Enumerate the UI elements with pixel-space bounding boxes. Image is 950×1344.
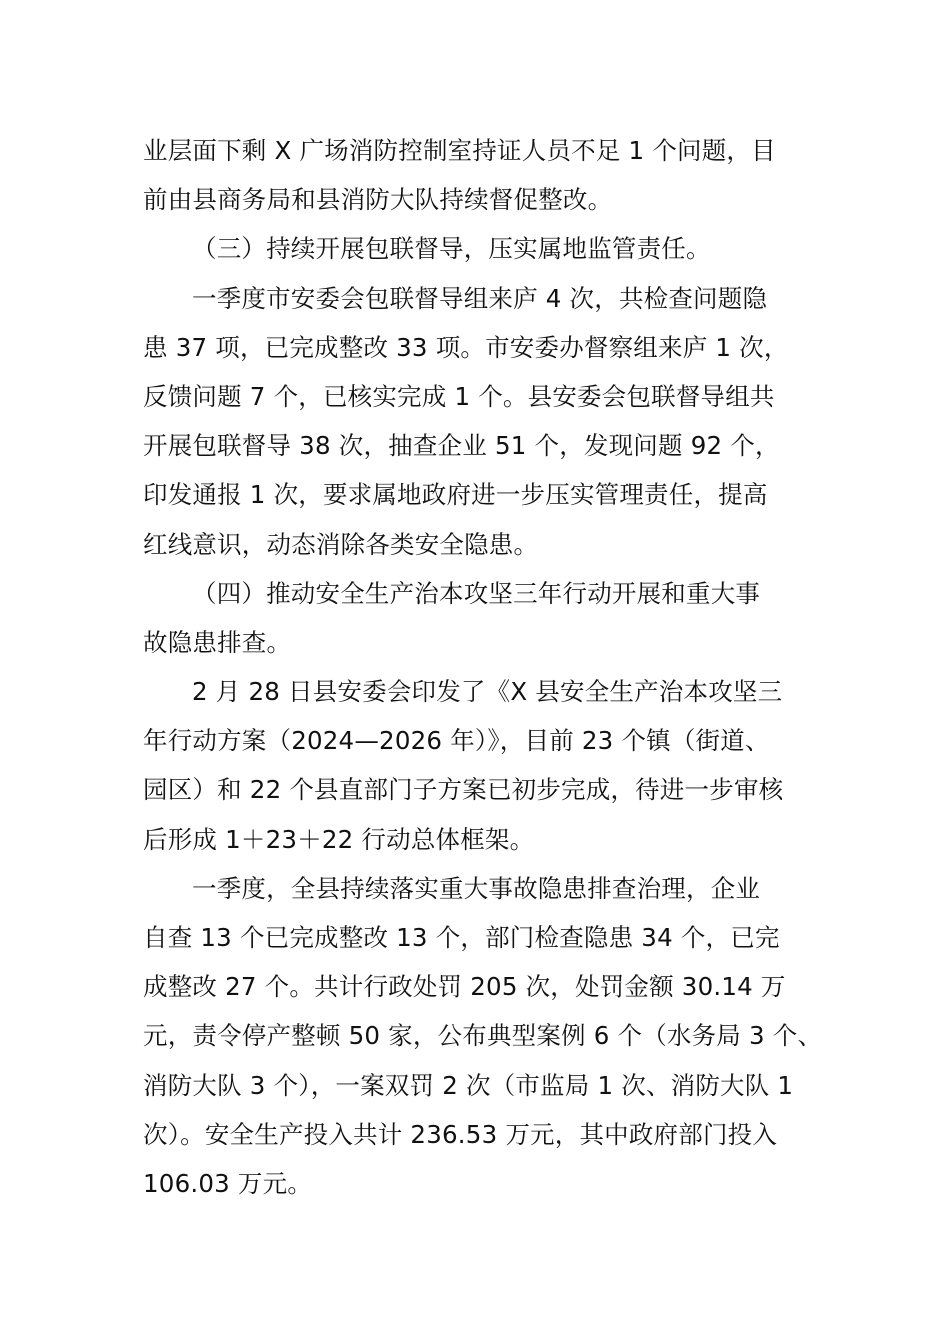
text-line: 次）。安全生产投入共计 236.53 万元，其中政府部门投入 <box>143 1119 778 1149</box>
text-line-continued-paragraph: 业层面下剩 X 广场消防控制室持证人员不足 1 个问题，目 <box>143 136 776 165</box>
text-line: 年行动方案（2024—2026 年）》，目前 23 个镇（街道、 <box>143 726 770 756</box>
text-line: 后形成 1＋23＋22 行动总体框架。 <box>143 824 535 854</box>
text-line: 印发通报 1 次，要求属地政府进一步压实管理责任，提高 <box>143 480 768 510</box>
text-line: 园区）和 22 个县直部门子方案已初步完成，待进一步审核 <box>143 775 784 805</box>
text-line-continued-paragraph: 前由县商务局和县消防大队持续督促整改。 <box>143 185 613 215</box>
text-line: 106.03 万元。 <box>143 1168 313 1198</box>
text-line: 红线意识，动态消除各类安全隐患。 <box>143 529 539 559</box>
section-heading-4-continued: 故隐患排查。 <box>143 627 292 657</box>
section-heading-4: （四）推动安全生产治本攻坚三年行动开展和重大事 <box>192 578 761 608</box>
text-line: 开展包联督导 38 次，抽查企业 51 个，发现问题 92 个， <box>143 431 780 461</box>
text-line: 消防大队 3 个），一案双罚 2 次（市监局 1 次、消防大队 1 <box>143 1070 794 1100</box>
text-line-paragraph-start: 一季度，全县持续落实重大事故隐患排查治理，企业 <box>192 873 761 903</box>
section-heading-3: （三）持续开展包联督导，压实属地监管责任。 <box>192 234 711 264</box>
text-line-paragraph-start: 一季度市安委会包联督导组来庐 4 次，共检查问题隐 <box>192 283 768 313</box>
document-body <box>143 126 823 1208</box>
text-line: 元，责令停产整顿 50 家，公布典型案例 6 个（水务局 3 个、 <box>143 1021 823 1051</box>
text-line: 成整改 27 个。共计行政处罚 205 次，处罚金额 30.14 万 <box>143 972 786 1002</box>
text-line: 患 37 项，已完成整改 33 项。市安委办督察组来庐 1 次， <box>143 332 789 362</box>
text-line: 反馈问题 7 个，已核实完成 1 个。县安委会包联督导组共 <box>143 381 775 411</box>
text-line: 自查 13 个已完成整改 13 个，部门检查隐患 34 个，已完 <box>143 923 780 952</box>
text-line-paragraph-start: 2 月 28 日县安委会印发了《X 县安全生产治本攻坚三 <box>192 677 783 707</box>
